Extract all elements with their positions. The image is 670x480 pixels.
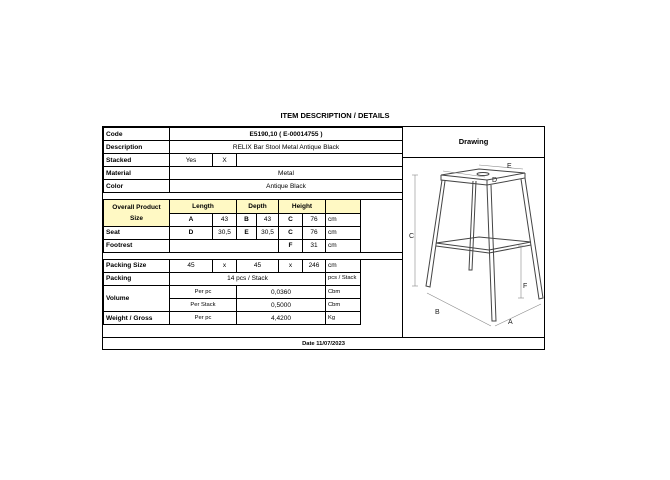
packing-label: Packing: [104, 272, 170, 285]
weight-per-pc-label: Per pc: [170, 312, 237, 325]
volume-per-stack-value: 0,5000: [237, 299, 326, 312]
material-label: Material: [104, 167, 170, 180]
volume-per-pc-value: 0,0360: [237, 286, 326, 299]
seat-c: C: [279, 226, 303, 239]
seat-c-value: 76: [303, 226, 326, 239]
packing-height: 246: [303, 259, 326, 272]
stacked-yes: Yes: [170, 154, 213, 167]
row-stacked: [104, 154, 403, 167]
stool-drawing: [403, 158, 544, 336]
row-volume-pc: [104, 286, 403, 299]
material-value: Metal: [170, 167, 403, 180]
packing-value: 14 pcs / Stack: [170, 272, 326, 285]
date-footer: Date 11/07/2023: [103, 337, 544, 350]
volume-label: Volume: [104, 286, 170, 312]
row-gap-1: [104, 193, 403, 200]
weight-label: Weight / Gross: [104, 312, 170, 325]
volume-per-stack-label: Per Stack: [170, 299, 237, 312]
overall-a-value: 43: [213, 213, 237, 226]
row-color: [104, 180, 403, 193]
row-dimension-headers: [104, 200, 403, 213]
description-value: RELIX Bar Stool Metal Antique Black: [170, 141, 403, 154]
color-value: Antique Black: [170, 180, 403, 193]
overall-b: B: [237, 213, 257, 226]
overall-size-label: Overall Product Size: [104, 200, 170, 226]
packing-size-label: Packing Size: [104, 259, 170, 272]
footrest-label: Footrest: [104, 239, 170, 252]
overall-a: A: [170, 213, 213, 226]
packing-x2: x: [279, 259, 303, 272]
seat-label: Seat: [104, 226, 170, 239]
row-footrest: [104, 239, 403, 252]
dim-label-d: D: [492, 177, 498, 184]
drawing-panel: [402, 127, 544, 337]
weight-value: 4,4200: [237, 312, 326, 325]
row-code: [104, 128, 403, 141]
packing-unit: pcs / Stack: [326, 272, 361, 285]
footrest-f: F: [279, 239, 303, 252]
length-header: Length: [170, 200, 237, 213]
description-label: Description: [104, 141, 170, 154]
packing-width: 45: [237, 259, 279, 272]
seat-e: E: [237, 226, 257, 239]
packing-x1: x: [213, 259, 237, 272]
dim-label-e: E: [507, 163, 512, 170]
stacked-mark: X: [213, 154, 237, 167]
overall-b-value: 43: [257, 213, 279, 226]
overall-c-value: 76: [303, 213, 326, 226]
footrest-value: 31: [303, 239, 326, 252]
spec-table: [103, 127, 403, 325]
code-label: Code: [104, 128, 170, 141]
footrest-unit: cm: [326, 239, 361, 252]
packing-length: 45: [170, 259, 213, 272]
color-label: Color: [104, 180, 170, 193]
packing-size-unit: cm: [326, 259, 361, 272]
drawing-title: Drawing: [403, 127, 544, 158]
dim-label-c: C: [409, 233, 415, 240]
volume-per-pc-unit: Cbm: [326, 286, 361, 299]
seat-unit: cm: [326, 226, 361, 239]
volume-per-pc-label: Per pc: [170, 286, 237, 299]
row-packing-size: [104, 259, 403, 272]
overall-c: C: [279, 213, 303, 226]
spec-sheet: [102, 126, 545, 350]
dim-label-a: A: [508, 319, 513, 326]
seat-e-value: 30,5: [257, 226, 279, 239]
code-value: E5190,10 ( E-00014755 ): [170, 128, 403, 141]
seat-d: D: [170, 226, 213, 239]
height-header: Height: [279, 200, 326, 213]
row-material: [104, 167, 403, 180]
footrest-empty: [170, 239, 279, 252]
overall-unit: cm: [326, 213, 361, 226]
header-spacer: [326, 200, 361, 213]
volume-per-stack-unit: Cbm: [326, 299, 361, 312]
weight-unit: Kg: [326, 312, 361, 325]
dim-label-b: B: [435, 309, 440, 316]
depth-header: Depth: [237, 200, 279, 213]
row-description: [104, 141, 403, 154]
row-packing: [104, 272, 403, 285]
document-title: ITEM DESCRIPTION / DETAILS: [280, 111, 390, 120]
row-seat: [104, 226, 403, 239]
seat-d-value: 30,5: [213, 226, 237, 239]
row-gap-2: [104, 252, 403, 259]
row-weight: [104, 312, 403, 325]
stacked-label: Stacked: [104, 154, 170, 167]
stacked-empty: [237, 154, 403, 167]
dim-label-f: F: [523, 283, 528, 290]
